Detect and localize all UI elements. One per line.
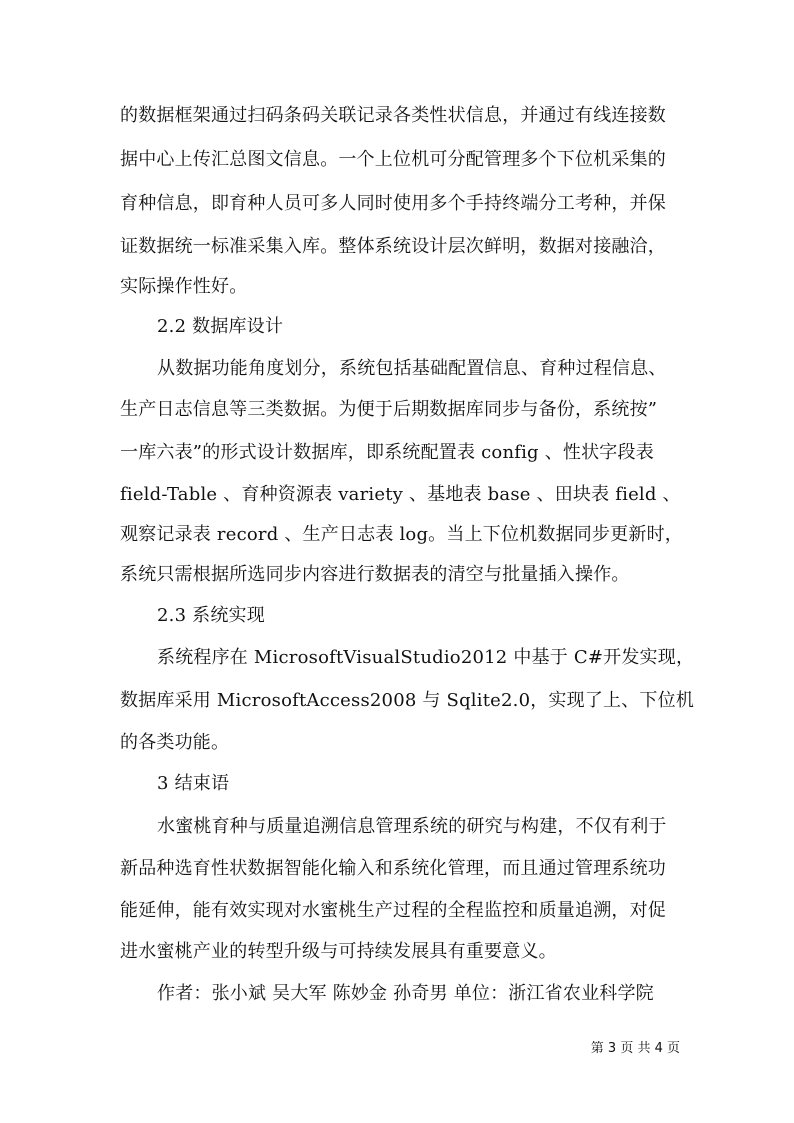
page-number-footer: 第 3 页 共 4 页: [590, 1041, 680, 1056]
section-heading-system-implementation: 2.3 系统实现: [157, 605, 265, 626]
body-text-line: 系统程序在 MicrosoftVisualStudio2012 中基于 C#开发实现，: [157, 647, 695, 668]
body-text-line: 生产日志信息等三类数据。为便于后期数据库同步与备份，系统按”: [120, 399, 658, 420]
section-heading-database-design: 2.2 数据库设计: [157, 316, 284, 337]
body-text-line: 数据库采用 MicrosoftAccess2008 与 Sqlite2.0，实现了上、下位机: [120, 690, 695, 711]
body-text-line: 观察记录表 record 、生产日志表 log。当上下位机数据同步更新时，: [120, 524, 683, 545]
body-text-line: 一库六表”的形式设计数据库，即系统配置表 config 、性状字段表: [120, 442, 654, 463]
body-text-line: 系统只需根据所选同步内容进行数据表的清空与批量插入操作。: [120, 564, 630, 585]
body-text-line: 能延伸，能有效实现对水蜜桃生产过程的全程监控和质量追溯，对促: [120, 900, 666, 921]
body-text-line: 新品种选育性状数据智能化输入和系统化管理，而且通过管理系统功: [120, 858, 666, 879]
section-heading-conclusion: 3 结束语: [157, 773, 230, 794]
body-text-line: 育种信息，即育种人员可多人同时使用多个手持终端分工考种，并保: [120, 193, 666, 214]
body-text-line: 从数据功能角度划分，系统包括基础配置信息、育种过程信息、: [157, 358, 667, 379]
body-text-line: 的数据框架通过扫码条码关联记录各类性状信息，并通过有线连接数: [120, 105, 666, 126]
body-text-line: 水蜜桃育种与质量追溯信息管理系统的研究与构建，不仅有利于: [157, 816, 667, 837]
body-text-line: field-Table 、育种资源表 variety 、基地表 base 、田块表 field 、: [120, 484, 681, 505]
body-text-line: 的各类功能。: [120, 732, 230, 753]
author-affiliation-line: 作者：张小斌 吴大军 陈妙金 孙奇男 单位：浙江省农业科学院: [157, 983, 654, 1004]
body-text-line: 实际操作性好。: [120, 276, 248, 297]
body-text-line: 进水蜜桃产业的转型升级与可持续发展具有重要意义。: [120, 941, 557, 962]
body-text-line: 证数据统一标准采集入库。整体系统设计层次鲜明，数据对接融洽，: [120, 236, 666, 257]
body-text-line: 据中心上传汇总图文信息。一个上位机可分配管理多个下位机采集的: [120, 149, 666, 170]
